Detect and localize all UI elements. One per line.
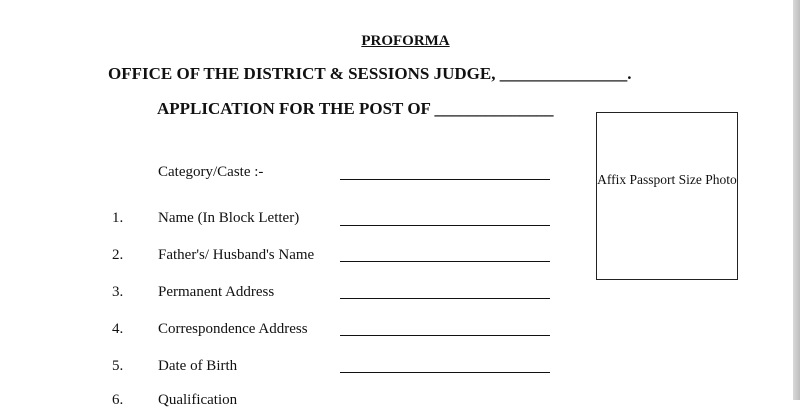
field-number: 5. xyxy=(112,358,124,374)
correspondence-address-input-line[interactable] xyxy=(340,335,550,336)
passport-photo-box xyxy=(596,112,738,280)
field-label-correspondence-address: Correspondence Address xyxy=(158,321,308,337)
field-label-qualification: Qualification xyxy=(158,392,238,408)
field-label-date-of-birth: Date of Birth xyxy=(158,358,238,374)
field-label-father-husband-name: Father's/ Husband's Name xyxy=(158,247,315,263)
page-edge-shadow xyxy=(793,0,800,400)
category-input-line[interactable] xyxy=(340,179,550,180)
name-input-line[interactable] xyxy=(340,225,550,226)
field-number: 1. xyxy=(112,210,124,226)
form-title: PROFORMA xyxy=(361,33,450,49)
father-husband-name-input-line[interactable] xyxy=(340,261,550,262)
field-label-permanent-address: Permanent Address xyxy=(158,284,275,300)
application-heading: APPLICATION FOR THE POST OF ______________ xyxy=(157,99,554,118)
field-label-name: Name (In Block Letter) xyxy=(158,210,300,226)
field-number: 3. xyxy=(112,284,124,300)
field-number: 2. xyxy=(112,247,124,263)
date-of-birth-input-line[interactable] xyxy=(340,372,550,373)
permanent-address-input-line[interactable] xyxy=(340,298,550,299)
category-label: Category/Caste :- xyxy=(158,164,264,180)
office-heading: OFFICE OF THE DISTRICT & SESSIONS JUDGE, _______________. xyxy=(108,64,632,83)
field-number: 4. xyxy=(112,321,124,337)
photo-box-label: Affix Passport Size Photo xyxy=(597,172,737,187)
field-number: 6. xyxy=(112,392,124,408)
